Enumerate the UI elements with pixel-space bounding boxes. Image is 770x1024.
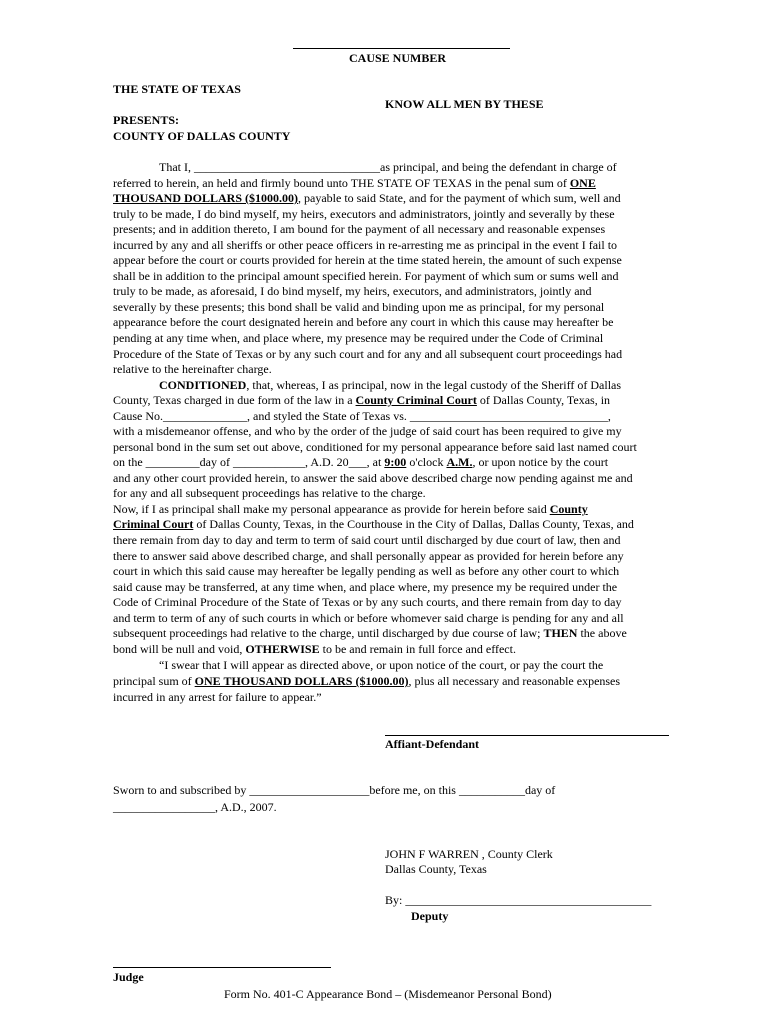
p1-line: shall be in addition to the principal amount specified herein. For payment of which sum or sums well and — [113, 269, 619, 283]
cause-number-line — [293, 48, 510, 49]
p3-line: there to answer said above described charge, and shall personally appear as provided for herein before any — [113, 549, 624, 563]
p1-line: relative to the hereinafter charge. — [113, 362, 272, 376]
p1-line: appear before the court or courts provided for herein at the time stated herein, the amount of such expense — [113, 253, 622, 267]
affiant-signature-line — [385, 735, 669, 736]
p1-line: severally by these presents; this bond shall be valid and binding upon me as principal, for my personal — [113, 300, 605, 314]
p3-line: and term to term of any of such courts in which or before whomever said charge is pending for any and all — [113, 611, 624, 625]
clerk-name: JOHN F WARREN , County Clerk — [385, 847, 553, 861]
p2-line: Cause No.______________, and styled the State of Texas vs. _________________________________, — [113, 409, 611, 423]
judge-label: Judge — [113, 970, 144, 984]
p3-line: Code of Criminal Procedure of the State of Texas or by any such courts, and there remain from day to day — [113, 595, 622, 609]
form-footer-title: Form No. 401-C Appearance Bond – (Misdemeanor Personal Bond) — [224, 987, 552, 1001]
p3-line: said cause may be transferred, at any time when, and place where, my presence my be required under the — [113, 580, 618, 594]
p1-line: THOUSAND DOLLARS ($1000.00), payable to said State, and for the payment of which sum, well and — [113, 191, 621, 205]
sworn-line-2: _________________, A.D., 2007. — [113, 800, 277, 814]
p2-line: on the _________day of ____________, A.D. 20___, at 9:00 o'clock A.M., or upon notice by the court — [113, 455, 609, 469]
p2-line: with a misdemeanor offense, and who by the order of the judge of said court has been required to give my — [113, 424, 622, 438]
by-line: By: _________________________________________ — [385, 893, 652, 907]
p1-line: incurred by any and all sheriffs or other peace officers in re-arresting me as principal in the event I fail to — [113, 238, 618, 252]
judge-signature-line — [113, 967, 331, 968]
p1-line: Procedure of the State of Texas or by any such court and for any and all subsequent court proceedings had — [113, 347, 623, 361]
p2-line: and any other court provided herein, to answer the said above described charge now pending against me and — [113, 471, 633, 485]
p3-line: there remain from day to day and term to term of said court until discharged by due court of law, then and — [113, 533, 621, 547]
p1-line: appearance before the court designated herein and before any court in which this cause may hereafter be — [113, 315, 614, 329]
p2-line: County, Texas charged in due form of the law in a County Criminal Court of Dallas County, Texas, in — [113, 393, 611, 407]
p4-line: incurred in any arrest for failure to appear.” — [113, 690, 322, 704]
p2-line: CONDITIONED, that, whereas, I as principal, now in the legal custody of the Sheriff of Dallas — [159, 378, 622, 392]
p1-line: pending at any time when, and place where, my presence may be required under the Code of Criminal — [113, 331, 604, 345]
p4-line: “I swear that I will appear as directed above, or upon notice of the court, or pay the court the — [159, 658, 604, 672]
p1-line: truly to be made, I do bind myself, my heirs, executors and administrators, jointly and severally by these — [113, 207, 615, 221]
state-heading: THE STATE OF TEXAS — [113, 82, 241, 96]
p1-line: truly to be made, as aforesaid, I do bind myself, my heirs, executors, and administrators, jointly and — [113, 284, 592, 298]
p1-line: presents; and in addition thereto, I am bound for the payment of all necessary and reasonable expenses — [113, 222, 606, 236]
sworn-line-1: Sworn to and subscribed by ____________________before me, on this ___________day of — [113, 783, 556, 797]
p1-line: That I, _______________________________as principal, and being the defendant in charge of — [159, 160, 617, 174]
p3-line: Now, if I as principal shall make my personal appearance as provide for herein before said County — [113, 502, 588, 516]
p2-line: personal bond in the sum set out above, conditioned for my personal appearance before said last named court — [113, 440, 637, 454]
p3-line: subsequent proceedings had relative to the charge, until discharged by due course of law; THEN the above — [113, 626, 627, 640]
cause-number-label: CAUSE NUMBER — [349, 51, 447, 65]
p2-line: for any and all subsequent proceedings has relative to the charge. — [113, 486, 426, 500]
presents-heading: PRESENTS: — [113, 113, 180, 127]
p3-line: Criminal Court of Dallas County, Texas, in the Courthouse in the City of Dallas, Dallas County, Texas, and — [113, 517, 634, 531]
p3-line: court in which this said cause may hereafter be legally pending as well as before any other court to which — [113, 564, 620, 578]
know-all-heading: KNOW ALL MEN BY THESE — [385, 97, 544, 111]
p1-line: referred to herein, an held and firmly bound unto THE STATE OF TEXAS in the penal sum of ONE — [113, 176, 596, 190]
clerk-county: Dallas County, Texas — [385, 862, 487, 876]
p3-line: bond will be null and void, OTHERWISE to be and remain in full force and effect. — [113, 642, 516, 656]
deputy-label: Deputy — [411, 909, 449, 923]
affiant-label: Affiant-Defendant — [385, 737, 479, 751]
p4-line: principal sum of ONE THOUSAND DOLLARS ($1000.00), plus all necessary and reasonable expenses — [113, 674, 621, 688]
county-heading: COUNTY OF DALLAS COUNTY — [113, 129, 291, 143]
